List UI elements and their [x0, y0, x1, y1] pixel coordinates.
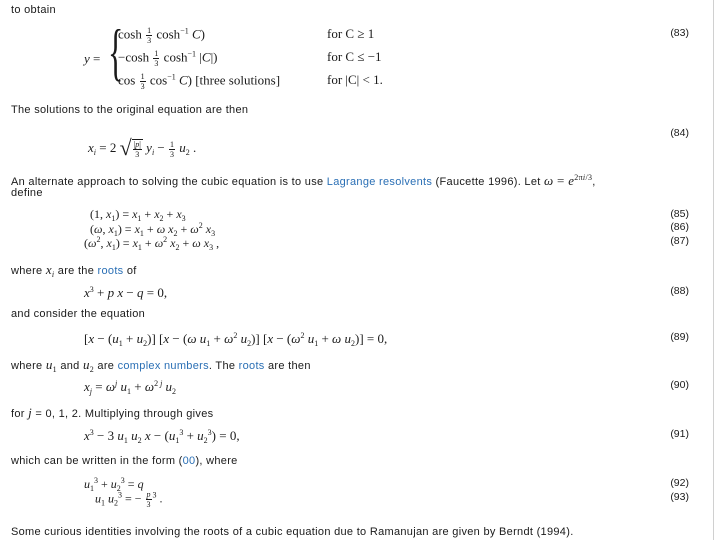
equation-number-88: (88): [670, 285, 689, 297]
eq87: ($\omega^2$, $x_1) = x_1 + \omega^2$ $x_2 + \omega$ $x_3$ ,: [84, 235, 220, 252]
eq84: $x_i = 2$ √ $\frac{|p|}{3}$ $y_i$ − $\frac{1}{3}$ $u_2$ .: [88, 135, 197, 160]
text-written: which can be written in the form (00), where: [11, 455, 238, 467]
roots-link[interactable]: roots: [97, 265, 124, 277]
page-edge-rule: [713, 0, 714, 540]
equation-number-89: (89): [670, 331, 689, 343]
eq89: $[x - (u_1 + u_2)]$ [x − (ω $u_1 + \omega^2$ $u_2$)] [$x - (\omega^2$ $u_1 + \omega$ $u_2)] = 0$,: [84, 331, 388, 348]
eq93: $u_1$ $u_2^3$ = − $\frac{p}{3}$ $^3$ .: [95, 490, 163, 509]
equation-number-87: (87): [670, 235, 689, 247]
eq91: $x^3 - 3$ $u_1$ $u_2$ $x - (u_1^3 + u_2^3) = 0$,: [84, 428, 240, 445]
text-curious: Some curious identities involving the roots of a cubic equation due to Ramanujan are given by Berndt (1994).: [11, 526, 574, 538]
lagrange-resolvents-link[interactable]: Lagrange resolvents: [326, 176, 433, 188]
eq83-lhs: y =: [84, 51, 101, 66]
equation-number-85: (85): [670, 208, 689, 220]
eq83-cond3: for |C| < 1.: [327, 72, 383, 87]
text-complex: where $u_1$ and $u_2$ are complex numbers. The roots are then: [11, 357, 311, 374]
eq83-row3: cos $\frac{1}{3}$ $\cos^{-1} C$) [three solutions]: [118, 72, 281, 91]
eq83-brace: {: [108, 16, 124, 87]
equation-number-84: (84): [670, 127, 689, 139]
text-where-roots: where $x_i$ are the roots of: [11, 262, 137, 279]
text-solutions: The solutions to the original equation are then: [11, 104, 249, 116]
eq83-row1: cosh $\frac{1}{3}$ $\cosh^{-1} C$): [118, 26, 205, 45]
three-solutions: [three solutions]: [195, 72, 281, 88]
complex-numbers-link[interactable]: complex numbers: [117, 360, 209, 372]
text-consider: and consider the equation: [11, 308, 146, 320]
eq88: $x^3 + p$ x − q = 0,: [84, 285, 168, 300]
text-alternate: An alternate approach to solving the cubic equation is to use Lagrange resolvents (Faucette 1996). Let $\omega = e^{2\pi i/3}$,: [11, 173, 596, 188]
eq83-row2: −cosh $\frac{1}{3}$ $\cosh^{-1} |C|$): [118, 49, 218, 68]
equation-number-90: (90): [670, 379, 689, 391]
equation-number-83: (83): [670, 27, 689, 39]
eq92: $u_1^3 + u_2^3 = q$: [84, 476, 144, 493]
eq85: (1, $x_1) = x_1 + x_2 + x_3$: [90, 207, 186, 223]
equation-number-93: (93): [670, 491, 689, 503]
roots-link-2[interactable]: roots: [238, 360, 265, 372]
eq83-cond1: for C ≥ 1: [327, 26, 375, 41]
text-to-obtain: to obtain: [11, 4, 56, 16]
equation-number-86: (86): [670, 221, 689, 233]
text-for-j: for j = 0, 1, 2. Multiplying through gives: [11, 405, 214, 420]
equation-number-91: (91): [670, 428, 689, 440]
eq86: (ω, $x_1) = x_1 + \omega$ $x_2 + \omega^2$ $x_3$: [90, 221, 216, 238]
equation-ref-link[interactable]: 00: [182, 455, 196, 467]
eq83-cond2: for C ≤ −1: [327, 49, 382, 64]
eq90: $x_j = \omega^j$ $u_1 + \omega^{2 j}$ $u_2$: [84, 379, 177, 396]
text-define: define: [11, 187, 43, 199]
equation-number-92: (92): [670, 477, 689, 489]
